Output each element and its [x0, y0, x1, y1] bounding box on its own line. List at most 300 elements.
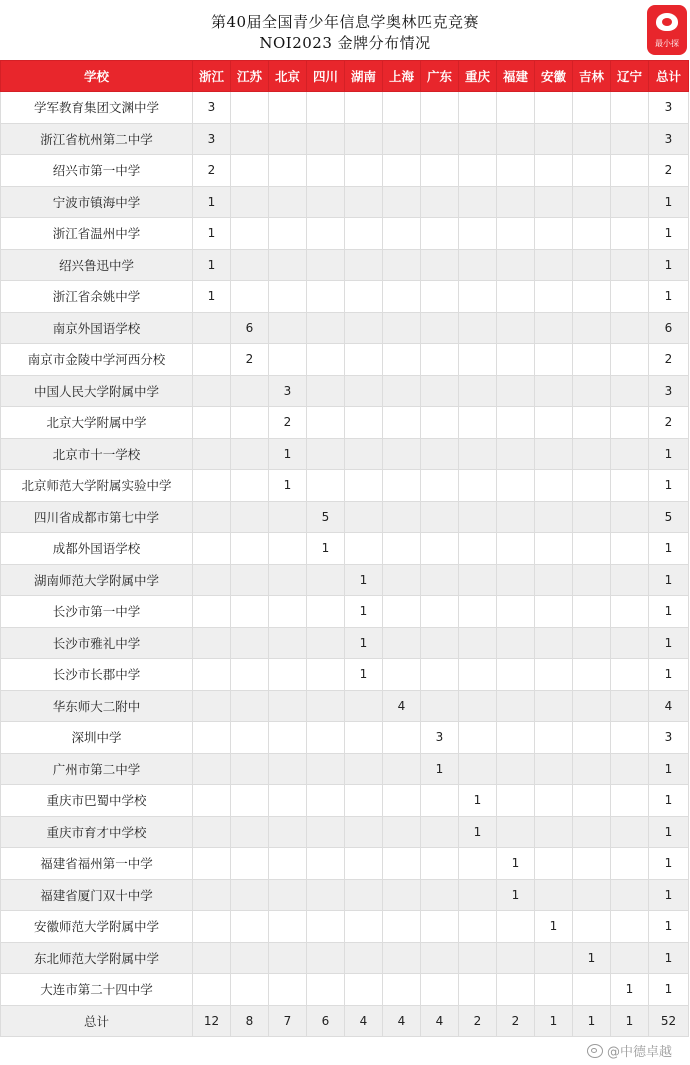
medal-count-cell: 2: [231, 344, 269, 376]
medal-count-cell: [307, 438, 345, 470]
medal-count-cell: [611, 596, 649, 628]
medal-count-cell: [421, 533, 459, 565]
school-name-cell: 宁波市镇海中学: [1, 186, 193, 218]
medal-count-cell: [573, 438, 611, 470]
medal-count-cell: [497, 92, 535, 124]
province-total-cell: 1: [573, 1005, 611, 1037]
medal-count-cell: [535, 785, 573, 817]
medal-count-cell: [307, 848, 345, 880]
medal-count-cell: [383, 218, 421, 250]
medal-count-cell: [573, 344, 611, 376]
row-total-cell: 6: [649, 312, 689, 344]
row-total-cell: 1: [649, 470, 689, 502]
medal-count-cell: [345, 753, 383, 785]
medal-count-cell: 3: [193, 92, 231, 124]
medal-count-cell: [459, 501, 497, 533]
medal-count-cell: [573, 186, 611, 218]
medal-count-cell: [231, 722, 269, 754]
row-total-cell: 1: [649, 785, 689, 817]
table-row: [1, 186, 689, 218]
medal-count-cell: [345, 92, 383, 124]
medal-count-cell: 1: [421, 753, 459, 785]
column-header-province: 福建: [497, 61, 535, 92]
medal-count-cell: [611, 218, 649, 250]
medal-count-cell: [307, 627, 345, 659]
column-header-province: 安徽: [535, 61, 573, 92]
table-row: [1, 974, 689, 1006]
row-total-cell: 1: [649, 596, 689, 628]
school-name-cell: 华东师大二附中: [1, 690, 193, 722]
medal-count-cell: [269, 249, 307, 281]
medal-count-cell: [497, 596, 535, 628]
medal-count-cell: [573, 785, 611, 817]
medal-count-cell: [383, 470, 421, 502]
medal-count-cell: [535, 92, 573, 124]
medal-count-cell: [459, 879, 497, 911]
medal-count-cell: [573, 627, 611, 659]
medal-count-cell: [459, 344, 497, 376]
medal-count-cell: [611, 690, 649, 722]
school-name-cell: 深圳中学: [1, 722, 193, 754]
medal-count-cell: [231, 407, 269, 439]
medal-count-cell: [535, 942, 573, 974]
province-total-cell: 4: [345, 1005, 383, 1037]
medal-count-cell: [231, 879, 269, 911]
medal-count-cell: [535, 375, 573, 407]
medal-count-cell: [307, 564, 345, 596]
medal-count-cell: [573, 753, 611, 785]
province-total-cell: 1: [535, 1005, 573, 1037]
page-title: 第40届全国青少年信息学奥林匹克竞赛: [210, 13, 480, 31]
medal-count-cell: [535, 564, 573, 596]
table-row: [1, 501, 689, 533]
page-header: [0, 0, 690, 60]
medal-count-cell: [573, 722, 611, 754]
column-header-province: 辽宁: [611, 61, 649, 92]
school-name-cell: 南京市金陵中学河西分校: [1, 344, 193, 376]
grand-total-cell: 52: [649, 1005, 689, 1037]
medal-count-cell: [535, 312, 573, 344]
medal-count-cell: [535, 218, 573, 250]
row-total-cell: 1: [649, 879, 689, 911]
watermark: [587, 1041, 672, 1060]
medal-count-cell: 5: [307, 501, 345, 533]
medal-count-cell: [345, 690, 383, 722]
column-header-province: 上海: [383, 61, 421, 92]
medal-count-cell: [307, 375, 345, 407]
medal-count-cell: [231, 501, 269, 533]
medal-count-cell: [459, 596, 497, 628]
table-row: [1, 816, 689, 848]
medal-count-cell: [421, 627, 459, 659]
medal-count-cell: [231, 785, 269, 817]
medal-count-cell: [193, 690, 231, 722]
medal-count-cell: [345, 281, 383, 313]
medal-count-cell: [269, 312, 307, 344]
medal-count-cell: [497, 375, 535, 407]
medal-count-cell: [535, 596, 573, 628]
medal-count-cell: [383, 785, 421, 817]
medal-count-cell: [535, 879, 573, 911]
medal-count-cell: [573, 533, 611, 565]
total-row: [1, 1005, 689, 1037]
medal-count-cell: [573, 564, 611, 596]
medal-count-cell: [535, 249, 573, 281]
column-header-province: 湖南: [345, 61, 383, 92]
medal-count-cell: [611, 155, 649, 187]
table-row: [1, 690, 689, 722]
column-header-total: 总计: [649, 61, 689, 92]
medal-count-cell: [269, 186, 307, 218]
table-row: [1, 753, 689, 785]
medal-count-cell: [269, 564, 307, 596]
table-row: [1, 848, 689, 880]
medal-count-cell: [421, 249, 459, 281]
medal-count-cell: [611, 785, 649, 817]
province-total-cell: 2: [497, 1005, 535, 1037]
medal-count-cell: [573, 123, 611, 155]
row-total-cell: 4: [649, 690, 689, 722]
medal-count-cell: [383, 281, 421, 313]
medal-count-cell: [421, 564, 459, 596]
medal-count-cell: [231, 218, 269, 250]
school-name-cell: 大连市第二十四中学: [1, 974, 193, 1006]
school-name-cell: 安徽师范大学附属中学: [1, 911, 193, 943]
medal-count-cell: [573, 879, 611, 911]
medal-count-cell: [611, 92, 649, 124]
medal-count-cell: [611, 564, 649, 596]
medal-count-cell: [345, 438, 383, 470]
row-total-cell: 1: [649, 816, 689, 848]
medal-count-cell: [383, 659, 421, 691]
medal-count-cell: [459, 753, 497, 785]
medal-count-cell: 1: [307, 533, 345, 565]
medal-count-cell: [383, 249, 421, 281]
medal-count-cell: [497, 155, 535, 187]
medal-count-cell: 1: [573, 942, 611, 974]
medal-count-cell: [307, 942, 345, 974]
medal-count-cell: [307, 879, 345, 911]
table-row: [1, 249, 689, 281]
school-name-cell: 长沙市雅礼中学: [1, 627, 193, 659]
medal-count-cell: [421, 816, 459, 848]
page-subtitle: NOI2023 金牌分布情况: [259, 34, 431, 52]
medal-count-cell: 1: [269, 438, 307, 470]
medal-count-cell: [269, 596, 307, 628]
medal-count-cell: 4: [383, 690, 421, 722]
medal-count-cell: [611, 470, 649, 502]
medal-count-cell: [193, 533, 231, 565]
medal-count-cell: [269, 785, 307, 817]
medal-count-cell: [459, 249, 497, 281]
school-name-cell: 重庆市育才中学校: [1, 816, 193, 848]
medal-count-cell: [307, 911, 345, 943]
row-total-cell: 1: [649, 438, 689, 470]
medal-count-cell: [611, 501, 649, 533]
medal-count-cell: [383, 186, 421, 218]
column-header-province: 重庆: [459, 61, 497, 92]
medal-count-cell: [535, 659, 573, 691]
medal-count-cell: [573, 155, 611, 187]
table-row: [1, 344, 689, 376]
medal-count-cell: [497, 249, 535, 281]
medal-count-cell: [611, 375, 649, 407]
school-name-cell: 长沙市长郡中学: [1, 659, 193, 691]
medal-count-cell: [269, 911, 307, 943]
medal-count-cell: 1: [345, 564, 383, 596]
medal-count-cell: [421, 596, 459, 628]
column-header-province: 吉林: [573, 61, 611, 92]
total-label-cell: 总计: [1, 1005, 193, 1037]
school-name-cell: 北京市十一学校: [1, 438, 193, 470]
medal-count-cell: [307, 281, 345, 313]
app-logo-icon[interactable]: [647, 5, 687, 55]
medal-count-cell: [307, 690, 345, 722]
medal-count-cell: [421, 123, 459, 155]
medal-count-cell: [193, 470, 231, 502]
medal-count-cell: [573, 690, 611, 722]
medal-count-cell: 3: [269, 375, 307, 407]
medal-count-cell: [231, 186, 269, 218]
medal-count-cell: [459, 848, 497, 880]
medal-count-cell: [193, 753, 231, 785]
school-name-cell: 北京大学附属中学: [1, 407, 193, 439]
table-row: [1, 470, 689, 502]
medal-count-cell: [459, 407, 497, 439]
medal-count-cell: [573, 659, 611, 691]
medal-count-cell: [383, 974, 421, 1006]
row-total-cell: 3: [649, 123, 689, 155]
medal-count-cell: [497, 785, 535, 817]
table-row: [1, 281, 689, 313]
medal-count-cell: 1: [535, 911, 573, 943]
medal-count-cell: [193, 438, 231, 470]
medal-count-cell: [459, 470, 497, 502]
medal-count-cell: [193, 848, 231, 880]
table-row: [1, 785, 689, 817]
medal-count-cell: [307, 218, 345, 250]
row-total-cell: 1: [649, 974, 689, 1006]
medal-count-cell: [231, 596, 269, 628]
medal-count-cell: 1: [459, 816, 497, 848]
medal-count-cell: [421, 785, 459, 817]
medal-count-cell: [269, 722, 307, 754]
medal-count-cell: [307, 785, 345, 817]
medal-count-cell: [611, 848, 649, 880]
medal-count-cell: [535, 281, 573, 313]
medal-count-cell: [535, 533, 573, 565]
row-total-cell: 5: [649, 501, 689, 533]
province-total-cell: 4: [383, 1005, 421, 1037]
medal-count-cell: [497, 438, 535, 470]
row-total-cell: 1: [649, 533, 689, 565]
province-total-cell: 7: [269, 1005, 307, 1037]
medal-count-cell: [383, 407, 421, 439]
medal-count-cell: [307, 344, 345, 376]
medal-count-cell: [535, 974, 573, 1006]
medal-count-cell: [573, 407, 611, 439]
medal-count-cell: 1: [611, 974, 649, 1006]
medal-count-cell: [611, 186, 649, 218]
medal-count-cell: [345, 186, 383, 218]
medal-count-cell: [497, 627, 535, 659]
medal-count-cell: [459, 92, 497, 124]
medal-count-cell: [535, 690, 573, 722]
medal-count-cell: 2: [193, 155, 231, 187]
table-row: [1, 438, 689, 470]
medal-count-cell: [231, 911, 269, 943]
table-row: [1, 407, 689, 439]
medal-count-cell: [269, 92, 307, 124]
medal-count-cell: [497, 344, 535, 376]
medal-count-cell: [459, 218, 497, 250]
medal-count-cell: [535, 186, 573, 218]
medal-count-cell: [345, 155, 383, 187]
medal-count-cell: [345, 848, 383, 880]
school-name-cell: 成都外国语学校: [1, 533, 193, 565]
medal-count-cell: [307, 596, 345, 628]
medal-count-cell: [231, 533, 269, 565]
medal-count-cell: [269, 879, 307, 911]
table-row: [1, 312, 689, 344]
medal-count-cell: [459, 281, 497, 313]
medal-table: [0, 60, 689, 1037]
row-total-cell: 2: [649, 344, 689, 376]
medal-count-cell: [611, 438, 649, 470]
table-row: [1, 218, 689, 250]
row-total-cell: 1: [649, 281, 689, 313]
medal-count-cell: [345, 470, 383, 502]
medal-count-cell: [497, 974, 535, 1006]
medal-count-cell: 1: [459, 785, 497, 817]
medal-count-cell: [231, 974, 269, 1006]
medal-count-cell: [421, 659, 459, 691]
medal-count-cell: [535, 722, 573, 754]
medal-count-cell: [611, 753, 649, 785]
medal-count-cell: [345, 974, 383, 1006]
medal-count-cell: [459, 155, 497, 187]
medal-count-cell: [611, 627, 649, 659]
medal-count-cell: [345, 501, 383, 533]
medal-count-cell: [497, 722, 535, 754]
medal-count-cell: [231, 281, 269, 313]
medal-count-cell: [269, 123, 307, 155]
medal-count-cell: [611, 879, 649, 911]
medal-count-cell: [611, 659, 649, 691]
medal-count-cell: 3: [421, 722, 459, 754]
medal-count-cell: [193, 312, 231, 344]
medal-count-cell: [573, 501, 611, 533]
medal-count-cell: [459, 312, 497, 344]
medal-count-cell: [345, 218, 383, 250]
medal-count-cell: [345, 785, 383, 817]
row-total-cell: 1: [649, 218, 689, 250]
medal-count-cell: [459, 722, 497, 754]
medal-count-cell: [459, 659, 497, 691]
medal-count-cell: [535, 123, 573, 155]
medal-count-cell: [193, 596, 231, 628]
medal-count-cell: [383, 501, 421, 533]
medal-count-cell: [383, 564, 421, 596]
medal-count-cell: [383, 155, 421, 187]
medal-count-cell: [231, 123, 269, 155]
medal-count-cell: [497, 501, 535, 533]
column-header-province: 江苏: [231, 61, 269, 92]
medal-count-cell: [307, 659, 345, 691]
medal-count-cell: [345, 375, 383, 407]
medal-count-cell: [193, 627, 231, 659]
row-total-cell: 1: [649, 753, 689, 785]
medal-count-cell: [231, 848, 269, 880]
medal-count-cell: [193, 879, 231, 911]
medal-count-cell: [459, 186, 497, 218]
medal-count-cell: [611, 533, 649, 565]
column-header-province: 浙江: [193, 61, 231, 92]
medal-count-cell: [269, 218, 307, 250]
school-name-cell: 南京外国语学校: [1, 312, 193, 344]
medal-count-cell: [573, 911, 611, 943]
medal-count-cell: [193, 942, 231, 974]
medal-count-cell: [421, 848, 459, 880]
row-total-cell: 1: [649, 186, 689, 218]
medal-count-cell: [307, 407, 345, 439]
medal-count-cell: [269, 816, 307, 848]
medal-count-cell: [421, 690, 459, 722]
medal-count-cell: [345, 344, 383, 376]
medal-count-cell: [345, 879, 383, 911]
medal-count-cell: [345, 407, 383, 439]
medal-count-cell: [611, 722, 649, 754]
medal-count-cell: [269, 942, 307, 974]
column-header-province: 四川: [307, 61, 345, 92]
medal-count-cell: [535, 501, 573, 533]
medal-count-cell: [193, 375, 231, 407]
medal-count-cell: [459, 690, 497, 722]
medal-count-cell: [535, 407, 573, 439]
medal-count-cell: [497, 816, 535, 848]
medal-count-cell: [307, 249, 345, 281]
row-total-cell: 3: [649, 375, 689, 407]
medal-count-cell: [193, 564, 231, 596]
medal-count-cell: [497, 312, 535, 344]
medal-count-cell: [383, 533, 421, 565]
medal-count-cell: [307, 753, 345, 785]
school-name-cell: 四川省成都市第七中学: [1, 501, 193, 533]
medal-count-cell: [497, 186, 535, 218]
medal-count-cell: [573, 848, 611, 880]
medal-count-cell: [497, 218, 535, 250]
row-total-cell: 2: [649, 155, 689, 187]
medal-count-cell: [573, 470, 611, 502]
medal-count-cell: [573, 816, 611, 848]
medal-count-cell: [611, 281, 649, 313]
medal-count-cell: [345, 249, 383, 281]
medal-count-cell: [193, 974, 231, 1006]
medal-count-cell: [345, 911, 383, 943]
school-name-cell: 浙江省杭州第二中学: [1, 123, 193, 155]
medal-count-cell: 1: [193, 218, 231, 250]
medal-count-cell: [383, 596, 421, 628]
medal-count-cell: [269, 155, 307, 187]
row-total-cell: 3: [649, 722, 689, 754]
medal-count-cell: [231, 564, 269, 596]
medal-count-cell: [421, 407, 459, 439]
medal-count-cell: [307, 92, 345, 124]
medal-count-cell: [193, 785, 231, 817]
school-name-cell: 浙江省温州中学: [1, 218, 193, 250]
medal-count-cell: [611, 911, 649, 943]
table-row: [1, 659, 689, 691]
